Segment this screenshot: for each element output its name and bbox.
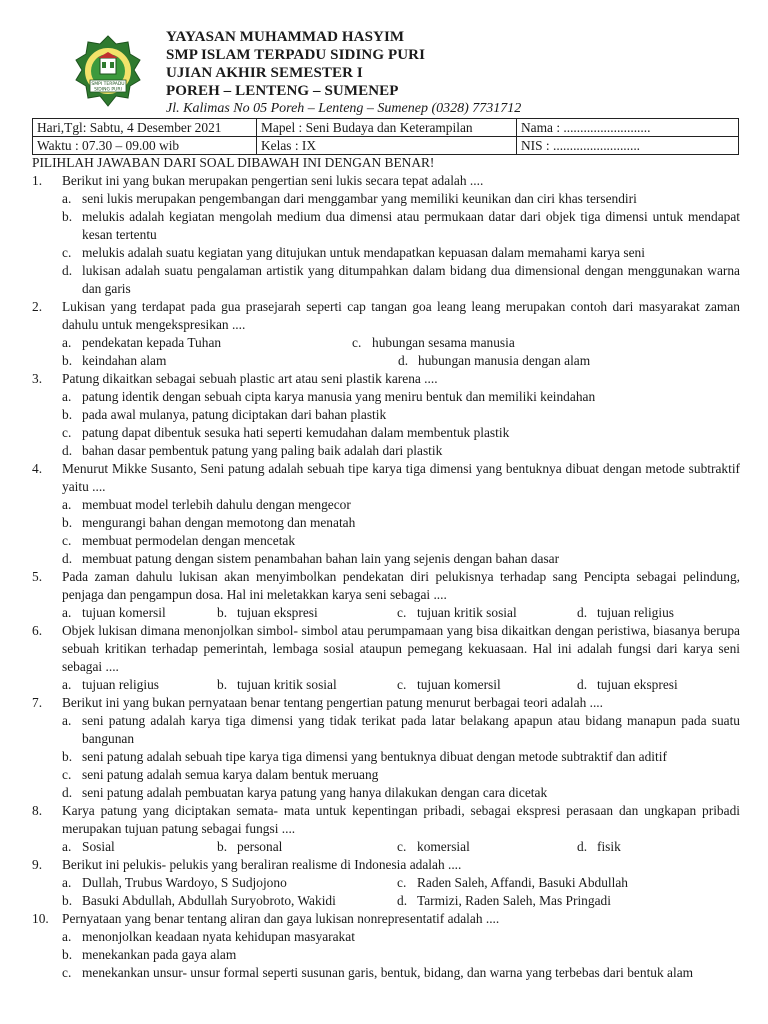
exam-class: Kelas : IX	[257, 137, 517, 155]
question-text: Objek lukisan dimana menonjolkan simbol- simbol atau perumpamaan yang bisa dikaitkan dengan peristiwa, biasanya berupa sebuah kritikan terhadap pemerintah, lembaga sosial ataupun pemegang kekuasaan. Hal ini adalah fungsi dari karya seni sebagai ....	[62, 623, 740, 674]
answer-option: a. seni lukis merupakan pengembangan dari menggambar yang memiliki keunikan dan ciri khas tersendiri	[62, 191, 637, 206]
letterhead	[32, 0, 738, 118]
answer-option: d. Tarmizi, Raden Saleh, Mas Pringadi	[397, 893, 611, 908]
school-name: SMP ISLAM TERPADU SIDING PURI	[166, 47, 426, 63]
answer-option: d. seni patung adalah pembuatan karya patung yang hanya dilakukan dengan cara dicetak	[62, 785, 548, 800]
answer-option: d. membuat patung dengan sistem penambahan bahan lain yang sejenis dengan bahan dasar	[62, 551, 560, 566]
answer-option: c. menekankan unsur- unsur formal seperti susunan garis, bentuk, bidang, dan warna yang terbebas dari bentuk alam	[62, 965, 694, 980]
question-text: Karya patung yang diciptakan semata- mata untuk kepentingan pribadi, sebagai ekspresi perasaan dan ungkapan pribadi merupakan tujuan patung sebagai fungsi ....	[62, 803, 740, 836]
question-text: Berikut ini yang bukan pernyataan benar tentang pengertian patung menurut berbagai teori adalah ....	[62, 695, 604, 710]
answer-option: a. Sosial	[62, 839, 115, 854]
answer-option: b. tujuan ekspresi	[217, 605, 318, 620]
answer-option: c. melukis adalah suatu kegiatan yang ditujukan untuk mendapatkan kepuasan dalam memahami karya seni	[62, 245, 645, 260]
question-number: 9.	[32, 857, 43, 872]
question	[32, 802, 740, 838]
student-nis-field: NIS : ..........................	[517, 137, 739, 155]
school-logo	[72, 34, 144, 110]
instruction: PILIHLAH JAWABAN DARI SOAL DIBAWAH INI DENGAN BENAR!	[32, 155, 435, 170]
answer-row	[32, 676, 740, 694]
question-number: 4.	[32, 461, 43, 476]
answer-option: c. membuat permodelan dengan mencetak	[62, 533, 296, 548]
answer-option: c. komersial	[397, 839, 470, 854]
answer-option: b. menekankan pada gaya alam	[62, 947, 237, 962]
exam-subject: Mapel : Seni Budaya dan Keterampilan	[257, 119, 517, 137]
question-number: 6.	[32, 623, 43, 638]
answer-option: b. Basuki Abdullah, Abdullah Suryobroto, Wakidi	[62, 893, 336, 908]
answer-option: b. personal	[217, 839, 283, 854]
question	[32, 694, 740, 712]
answer-option: d. fisik	[577, 839, 621, 854]
answer-option: b. melukis adalah kegiatan mengolah medium dua dimensi atau permukaan datar dari objek tiga dimensi untuk mendapat kesan tertentu	[62, 209, 740, 242]
exam-date: Hari,Tgl: Sabtu, 4 Desember 2021	[33, 119, 257, 137]
question-number: 1.	[32, 173, 43, 188]
answer-option: c. seni patung adalah semua karya dalam bentuk meruang	[62, 767, 379, 782]
answer-option: c. patung dapat dibentuk sesuka hati seperti kemudahan dalam membentuk plastik	[62, 425, 510, 440]
answer-option: d. lukisan adalah suatu pengalaman artistik yang ditumpahkan dalam bidang dua dimensional dengan menggunakan warna dan garis	[62, 263, 740, 296]
answer-option: c. tujuan kritik sosial	[397, 605, 517, 620]
question	[32, 856, 740, 874]
question	[32, 172, 740, 190]
question	[32, 910, 740, 928]
letterhead-text	[166, 28, 521, 118]
question	[32, 460, 740, 496]
exam-time: Waktu : 07.30 – 09.00 wib	[33, 137, 257, 155]
answer-option: d. hubungan manusia dengan alam	[398, 353, 591, 368]
answer-option: d. bahan dasar pembentuk patung yang paling baik adalah dari plastik	[62, 443, 443, 458]
question	[32, 622, 740, 676]
svg-text:SMPI TERPADU: SMPI TERPADU	[91, 82, 125, 87]
question-text: Pernyataan yang benar tentang aliran dan gaya lukisan nonrepresentatif adalah ....	[62, 911, 500, 926]
exam-title: UJIAN AKHIR SEMESTER I	[166, 65, 363, 81]
question-text: Patung dikaitkan sebagai sebuah plastic art atau seni plastik karena ....	[62, 371, 438, 386]
answer-row	[32, 838, 740, 856]
question-number: 2.	[32, 299, 43, 314]
question-number: 3.	[32, 371, 43, 386]
question-list	[32, 154, 740, 982]
question-text: Lukisan yang terdapat pada gua prasejarah seperti cap tangan goa leang leang merupakan contoh dari masyarakat zaman dahulu untuk mengekspresikan ....	[62, 299, 740, 332]
answer-option: a. membuat model terlebih dahulu dengan mengecor	[62, 497, 351, 512]
answer-option: b. mengurangi bahan dengan memotong dan menatah	[62, 515, 356, 530]
answer-option: a. tujuan religius	[62, 677, 159, 692]
exam-info-table	[32, 118, 739, 155]
answer-option: a. tujuan komersil	[62, 605, 166, 620]
answer-option: a. seni patung adalah karya tiga dimensi yang tidak terikat pada latar belakang apapun atau bidang manapun pada suatu bangunan	[62, 713, 740, 746]
answer-option: c. hubungan sesama manusia	[352, 335, 515, 350]
answer-row	[32, 892, 740, 910]
question-number: 7.	[32, 695, 43, 710]
answer-option: b. pada awal mulanya, patung diciptakan dari bahan plastik	[62, 407, 387, 422]
answer-option: c. Raden Saleh, Affandi, Basuki Abdullah	[397, 875, 628, 890]
question-number: 10.	[32, 911, 49, 926]
answer-option: a. Dullah, Trubus Wardoyo, S Sudjojono	[62, 875, 287, 890]
answer-row	[32, 604, 740, 622]
answer-option: c. tujuan komersil	[397, 677, 501, 692]
question-text: Berikut ini yang bukan merupakan pengertian seni lukis secara tepat adalah ....	[62, 173, 484, 188]
student-name-field: Nama : ..........................	[517, 119, 739, 137]
question	[32, 298, 740, 334]
question-text: Berikut ini pelukis- pelukis yang beraliran realisme di Indonesia adalah ....	[62, 857, 462, 872]
question	[32, 370, 740, 388]
answer-option: b. seni patung adalah sebuah tipe karya tiga dimensi yang bentuknya dibuat dengan metode subtraktif dan aditif	[62, 749, 667, 764]
question-number: 5.	[32, 569, 43, 584]
question-text: Menurut Mikke Susanto, Seni patung adalah sebuah tipe karya tiga dimensi yang bentuknya dibuat dengan metode subtraktif yaitu ....	[62, 461, 740, 494]
school-address: Jl. Kalimas No 05 Poreh – Lenteng – Sumenep (0328) 7731712	[166, 101, 522, 116]
answer-option: d. tujuan ekspresi	[577, 677, 678, 692]
answer-row	[32, 874, 740, 892]
answer-option: a. menonjolkan keadaan nyata kehidupan masyarakat	[62, 929, 355, 944]
answer-option: a. patung identik dengan sebuah cipta karya manusia yang meniru bentuk dan memiliki keindahan	[62, 389, 596, 404]
answer-option: d. tujuan religius	[577, 605, 674, 620]
foundation-name: YAYASAN MUHAMMAD HASYIM	[166, 29, 405, 45]
answer-row	[32, 352, 740, 370]
answer-option: b. tujuan kritik sosial	[217, 677, 337, 692]
answer-option: b. keindahan alam	[62, 353, 167, 368]
answer-row	[32, 334, 740, 352]
svg-text:SIDING PURI: SIDING PURI	[94, 87, 122, 93]
question	[32, 568, 740, 604]
answer-option: a. pendekatan kepada Tuhan	[62, 335, 222, 350]
question-number: 8.	[32, 803, 43, 818]
school-location: POREH – LENTENG – SUMENEP	[166, 83, 399, 99]
question-text: Pada zaman dahulu lukisan akan menyimbolkan pendekatan diri pelukisnya terhadap sang Pencipta sebagai pelindung, penjaga dan pengampun dosa. Hal ini meletakkan karya seni sebagai ....	[62, 569, 740, 602]
